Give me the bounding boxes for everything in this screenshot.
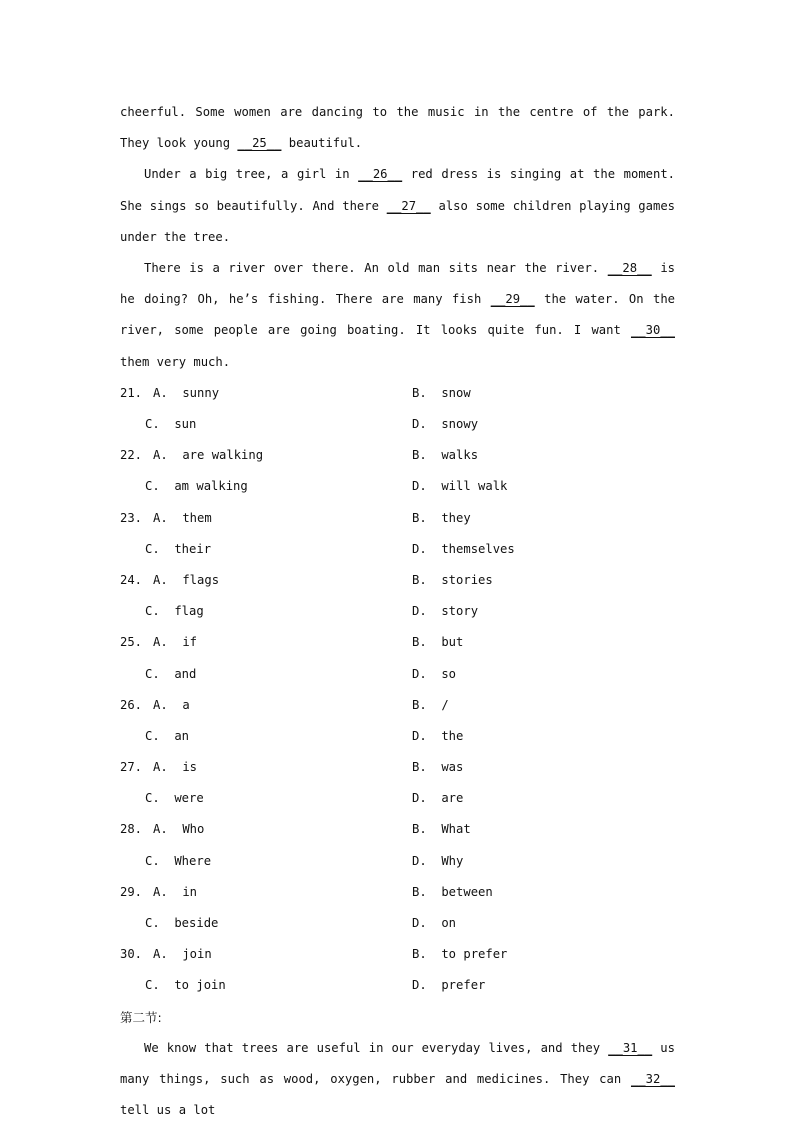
option-c: C. flag <box>145 604 204 619</box>
option-a: A. is <box>153 760 198 775</box>
answer-blank: __25__ <box>237 136 282 151</box>
answer-blank: __27__ <box>386 198 431 213</box>
option-a: A. flags <box>153 572 220 587</box>
option-d: D. will walk <box>412 479 508 494</box>
option-b: B. What <box>412 822 471 837</box>
option-b: B. but <box>412 635 464 650</box>
paragraph-text: is he doing? Oh, he’s fishing. There are many fish <box>120 261 676 307</box>
question-number: 30. <box>120 947 143 962</box>
question-number: 24. <box>120 572 143 587</box>
question-row <box>120 939 675 970</box>
paragraph-text: There is a river over there. An old man sits near the river. <box>144 261 608 276</box>
option-c: C. to join <box>145 978 226 993</box>
passage-part-1 <box>120 97 675 378</box>
paragraph-text: red dress is singing at the moment. She sings so beautifully. And there <box>120 167 676 213</box>
option-d: D. story <box>412 604 479 619</box>
answer-blank: __30__ <box>630 323 675 338</box>
option-b: B. they <box>412 510 471 525</box>
option-c: C. Where <box>145 853 212 868</box>
option-c: C. were <box>145 791 204 806</box>
question-number: 29. <box>120 884 143 899</box>
option-a: A. join <box>153 947 212 962</box>
answer-blank: __31__ <box>608 1040 653 1055</box>
option-a: A. if <box>153 635 198 650</box>
option-b: B. / <box>412 697 449 712</box>
document-page <box>120 97 675 1126</box>
paragraph-text: them very much. <box>120 354 231 369</box>
option-d: D. snowy <box>412 417 479 432</box>
option-b: B. stories <box>412 572 493 587</box>
paragraph-text: cheerful. Some women are dancing to the music in the centre of the park. They look young <box>120 105 675 151</box>
paragraph <box>120 1033 675 1126</box>
option-d: D. on <box>412 916 457 931</box>
paragraph-text: Under a big tree, a girl in <box>144 167 359 182</box>
paragraph <box>120 97 675 159</box>
option-a: A. are walking <box>153 448 264 463</box>
question-row <box>120 970 675 1001</box>
option-a: A. sunny <box>153 385 220 400</box>
passage-part-2 <box>120 1033 675 1126</box>
option-c: C. their <box>145 541 212 556</box>
question-row <box>120 565 675 596</box>
paragraph <box>120 159 675 253</box>
question-number: 25. <box>120 635 143 650</box>
question-row <box>120 596 675 627</box>
answer-blank: __32__ <box>630 1071 675 1086</box>
option-b: B. walks <box>412 448 479 463</box>
option-a: A. in <box>153 884 198 899</box>
option-d: D. themselves <box>412 541 515 556</box>
question-list <box>120 378 675 1002</box>
paragraph-text: the water. On the river, some people are going boating. It looks quite fun. I want <box>120 292 676 338</box>
option-a: A. Who <box>153 822 205 837</box>
question-number: 27. <box>120 760 143 775</box>
paragraph-text: also some children playing games under the tree. <box>120 198 675 244</box>
question-row <box>120 752 675 783</box>
option-a: A. them <box>153 510 212 525</box>
question-row <box>120 409 675 440</box>
section-heading: 第二节: <box>120 1009 162 1025</box>
option-b: B. was <box>412 760 464 775</box>
paragraph-text: us many things, such as wood, oxygen, rubber and medicines. They can <box>120 1040 675 1086</box>
answer-blank: __26__ <box>358 167 403 182</box>
question-row <box>120 877 675 908</box>
question-number: 28. <box>120 822 143 837</box>
option-c: C. an <box>145 728 190 743</box>
paragraph <box>120 253 675 378</box>
question-row <box>120 440 675 471</box>
question-number: 21. <box>120 385 143 400</box>
option-d: D. so <box>412 666 457 681</box>
question-row <box>120 534 675 565</box>
option-b: B. between <box>412 884 493 899</box>
option-d: D. prefer <box>412 978 486 993</box>
option-c: C. sun <box>145 417 197 432</box>
question-row <box>120 783 675 814</box>
paragraph-text: tell us a lot <box>120 1103 216 1118</box>
question-row <box>120 721 675 752</box>
option-a: A. a <box>153 697 190 712</box>
paragraph-text: beautiful. <box>281 136 363 151</box>
question-row <box>120 503 675 534</box>
option-d: D. Why <box>412 853 464 868</box>
option-c: C. beside <box>145 916 219 931</box>
question-number: 26. <box>120 697 143 712</box>
option-d: D. the <box>412 728 464 743</box>
question-number: 23. <box>120 510 143 525</box>
option-b: B. to prefer <box>412 947 508 962</box>
question-row <box>120 627 675 658</box>
question-row <box>120 378 675 409</box>
answer-blank: __28__ <box>607 261 652 276</box>
question-row <box>120 814 675 845</box>
answer-blank: __29__ <box>490 292 535 307</box>
question-row <box>120 690 675 721</box>
option-b: B. snow <box>412 385 471 400</box>
option-d: D. are <box>412 791 464 806</box>
option-c: C. and <box>145 666 197 681</box>
question-row <box>120 846 675 877</box>
question-row <box>120 471 675 502</box>
question-row <box>120 659 675 690</box>
option-c: C. am walking <box>145 479 248 494</box>
paragraph-text: We know that trees are useful in our everyday lives, and they <box>144 1040 609 1055</box>
question-row <box>120 908 675 939</box>
question-number: 22. <box>120 448 143 463</box>
